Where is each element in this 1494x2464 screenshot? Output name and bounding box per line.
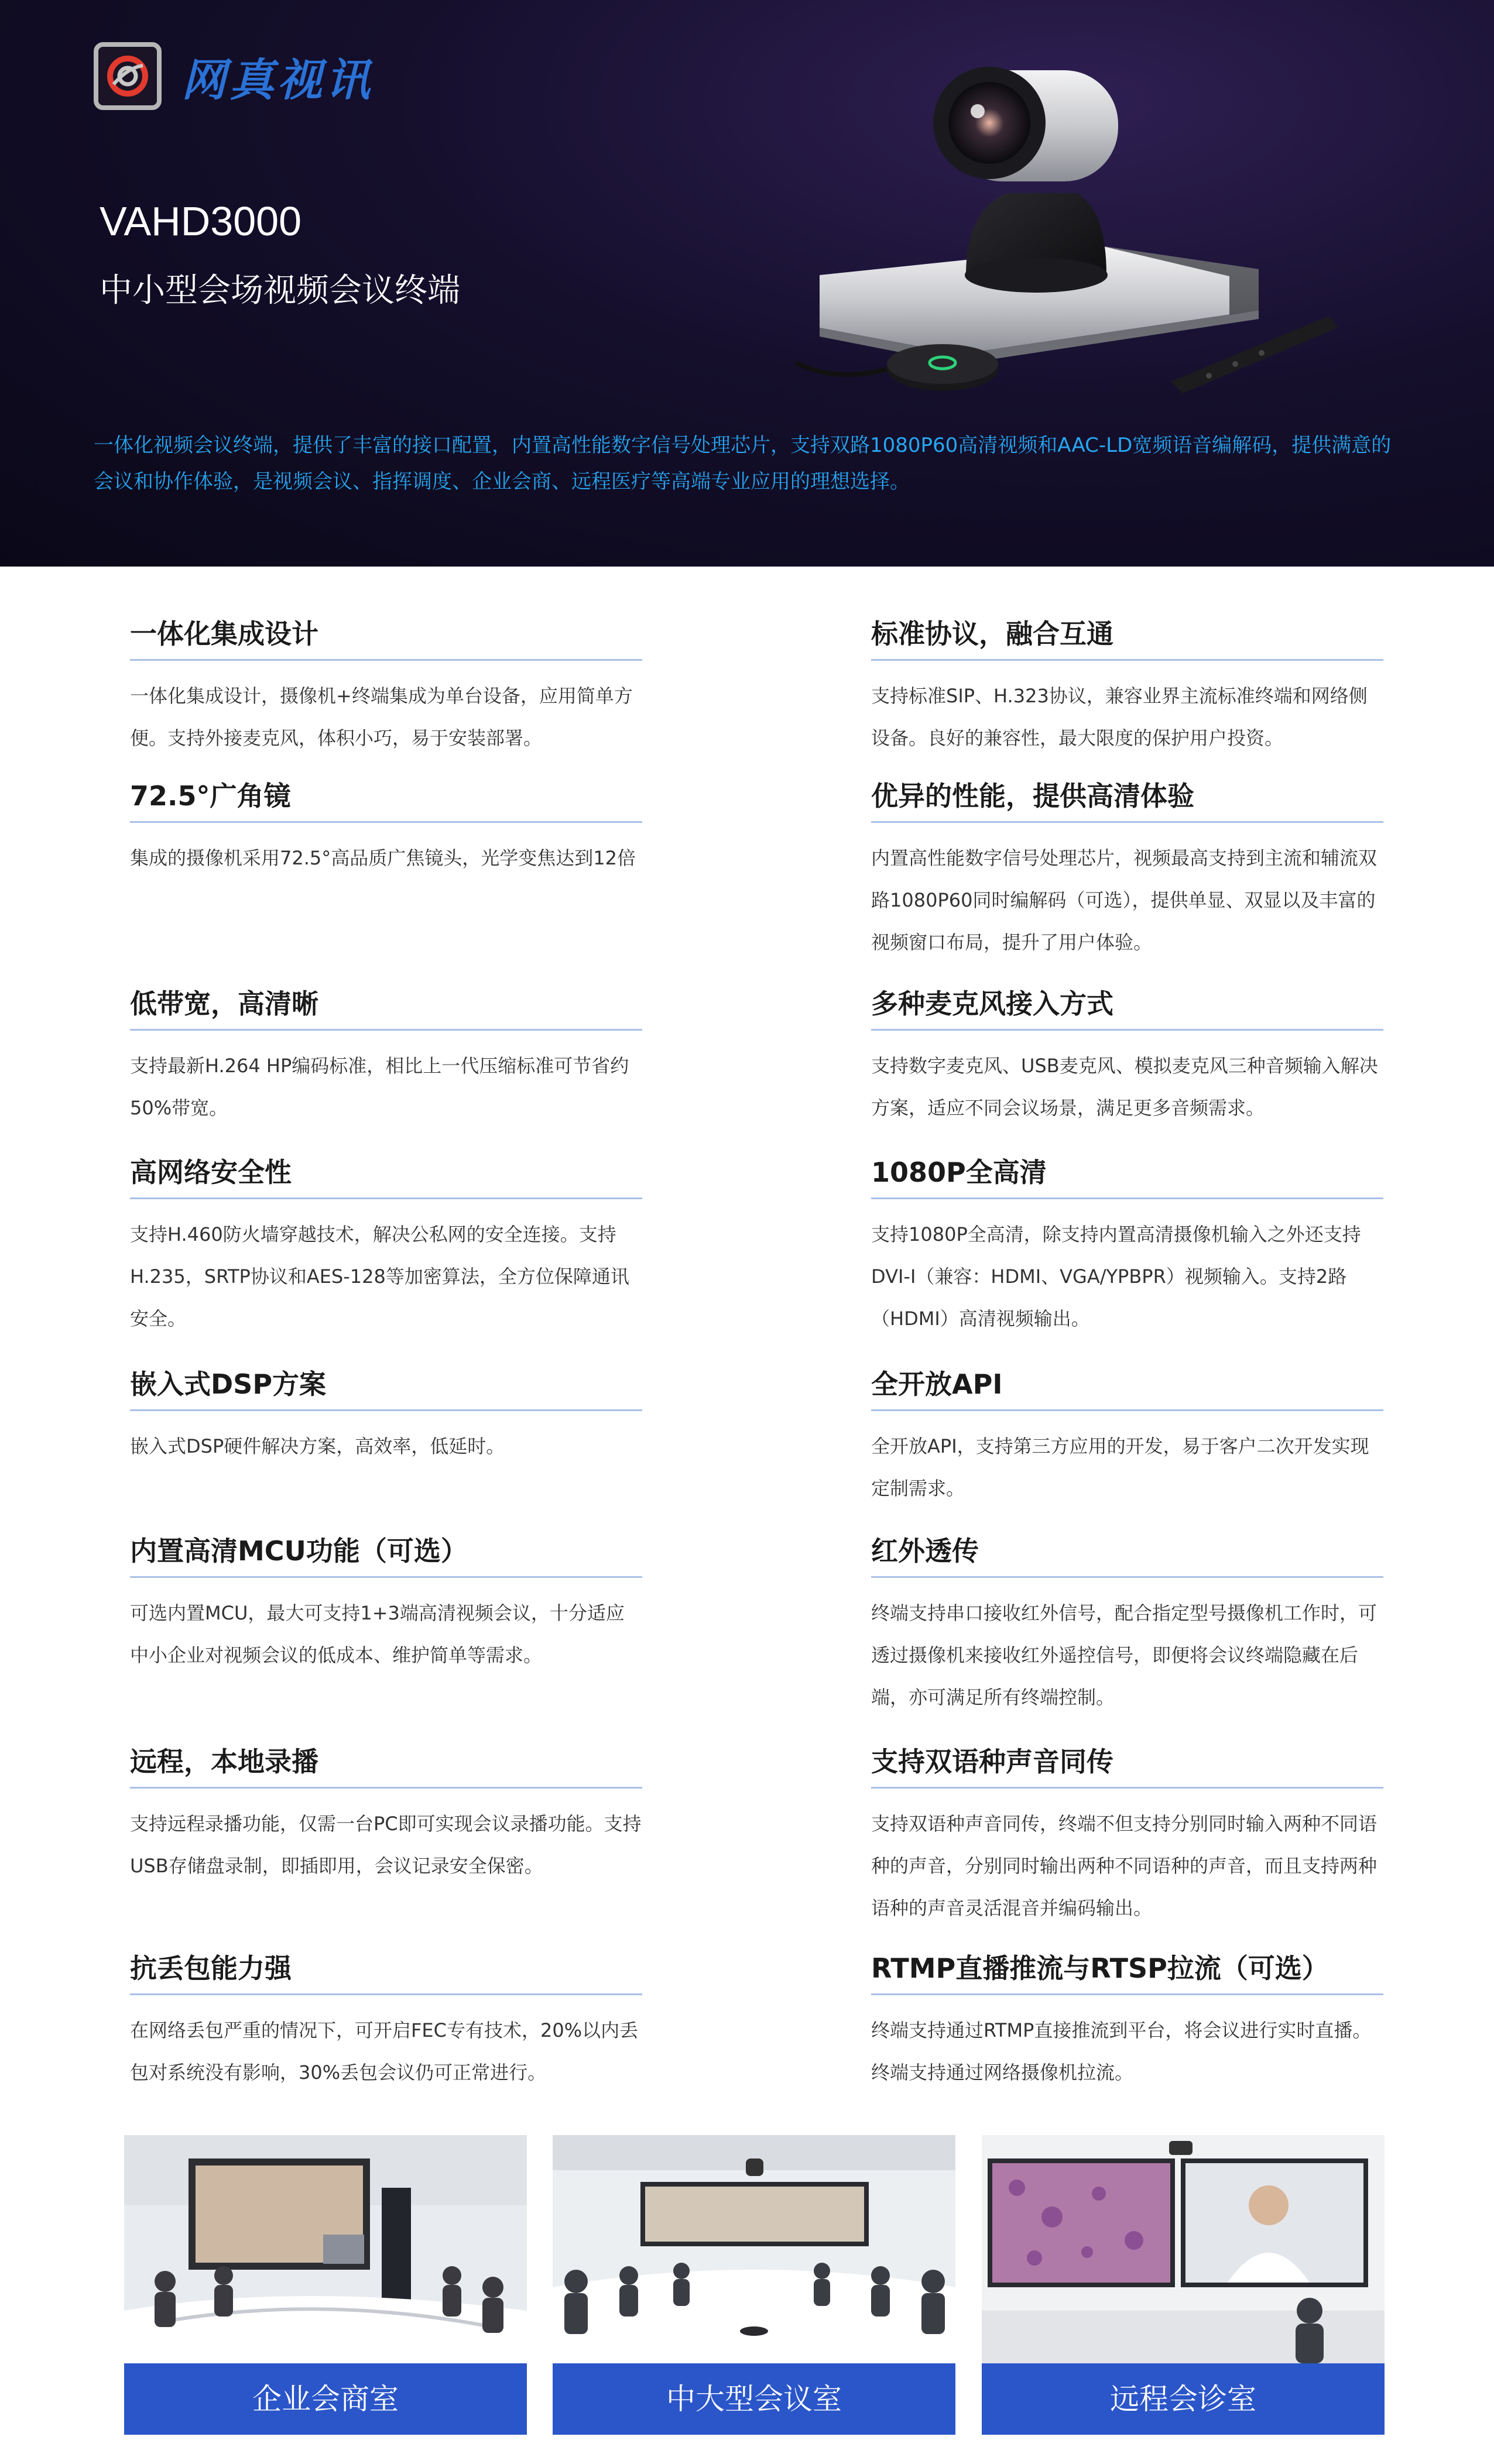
feature-title: 内置高清MCU功能（可选） <box>130 1530 642 1578</box>
hero-banner <box>0 0 1494 567</box>
feature-card <box>130 1152 642 1340</box>
meeting-room-photo <box>553 2135 955 2363</box>
feature-card <box>130 1364 642 1467</box>
feature-description: 终端支持通过RTMP直接推流到平台，将会议进行实时直播。终端支持通过网络摄像机拉流。 <box>871 2019 1372 2084</box>
scene-card-telemedicine <box>982 2135 1385 2435</box>
feature-card <box>130 1948 642 2094</box>
scene-caption: 远程会诊室 <box>982 2363 1385 2435</box>
product-model: VAHD3000 <box>100 198 302 244</box>
logo-mark-icon <box>94 42 162 110</box>
feature-description: 支持数字麦克风、USB麦克风、模拟麦克风三种音频输入解决方案，适应不同会议场景，满足更多音频需求。 <box>871 1055 1378 1119</box>
feature-description: 集成的摄像机采用72.5°高品质广焦镜头，光学变焦达到12倍 <box>130 847 636 869</box>
feature-card <box>130 1530 642 1676</box>
feature-card <box>871 983 1383 1129</box>
feature-card <box>871 775 1383 963</box>
feature-description: 支持远程录播功能，仅需一台PC即可实现会议录播功能。支持USB存储盘录制，即插即用，会议记录安全保密。 <box>130 1813 642 1877</box>
feature-description: 可选内置MCU，最大可支持1+3端高清视频会议，十分适应中小企业对视频会议的低成本、维护简单等需求。 <box>130 1602 625 1666</box>
meeting-room-photo <box>982 2135 1385 2363</box>
feature-title: 一体化集成设计 <box>130 613 642 661</box>
feature-title: 抗丢包能力强 <box>130 1948 642 1995</box>
feature-description: 内置高性能数字信号处理芯片，视频最高支持到主流和辅流双路1080P60同时编解码（可选），提供单显、双显以及丰富的视频窗口布局，提升了用户体验。 <box>871 847 1378 953</box>
feature-description: 支持1080P全高清，除支持内置高清摄像机输入之外还支持DVI-I（兼容：HDMI、VGA/YPBPR）视频输入。支持2路（HDMI）高清视频输出。 <box>871 1223 1361 1330</box>
feature-card <box>871 1152 1383 1340</box>
feature-description: 支持双语种声音同传，终端不但支持分别同时输入两种不同语种的声音，分别同时输出两种不同语种的声音，而且支持两种语种的声音灵活混音并编码输出。 <box>871 1813 1378 1919</box>
scene-caption: 企业会商室 <box>124 2363 527 2435</box>
feature-card <box>130 983 642 1129</box>
feature-title: 低带宽，高清晰 <box>130 983 642 1031</box>
device-illustration <box>773 35 1358 410</box>
feature-card <box>871 1741 1383 1929</box>
scene-caption: 中大型会议室 <box>553 2363 955 2435</box>
feature-description: 在网络丢包严重的情况下，可开启FEC专有技术，20%以内丢包对系统没有影响，30%丢包会议仍可正常进行。 <box>130 2019 639 2084</box>
feature-card <box>130 613 642 759</box>
feature-card <box>130 1741 642 1887</box>
feature-description: 支持最新H.264 HP编码标准，相比上一代压缩标准可节省约50%带宽。 <box>130 1055 629 1119</box>
feature-title: 72.5°广角镜 <box>130 775 642 823</box>
feature-title: 嵌入式DSP方案 <box>130 1364 642 1411</box>
feature-title: 全开放API <box>871 1364 1383 1411</box>
feature-title: 多种麦克风接入方式 <box>871 983 1383 1031</box>
brand-logo <box>94 41 374 111</box>
product-subtitle: 中小型会场视频会议终端 <box>100 272 460 310</box>
feature-title: 优异的性能，提供高清体验 <box>871 775 1383 823</box>
feature-card <box>871 613 1383 759</box>
feature-description: 嵌入式DSP硬件解决方案，高效率，低延时。 <box>130 1435 505 1457</box>
scene-card-enterprise <box>124 2135 527 2435</box>
feature-title: RTMP直播推流与RTSP拉流（可选） <box>871 1948 1383 1995</box>
feature-card <box>871 1364 1383 1509</box>
feature-description: 支持H.460防火墙穿越技术，解决公私网的安全连接。支持H.235，SRTP协议和AES-128等加密算法，全方位保障通讯安全。 <box>130 1223 629 1330</box>
brand-name: 网真视讯 <box>181 53 374 106</box>
feature-title: 高网络安全性 <box>130 1152 642 1199</box>
feature-title: 红外透传 <box>871 1530 1383 1578</box>
feature-title: 支持双语种声音同传 <box>871 1741 1383 1789</box>
scene-card-large-meeting <box>553 2135 955 2435</box>
meeting-room-photo <box>124 2135 527 2363</box>
feature-title: 远程，本地录播 <box>130 1741 642 1789</box>
feature-description: 全开放API，支持第三方应用的开发，易于客户二次开发实现定制需求。 <box>871 1435 1369 1499</box>
intro-text: 一体化视频会议终端，提供了丰富的接口配置，内置高性能数字信号处理芯片，支持双路1080P60高清视频和AAC-LD宽频语音编解码，提供满意的会议和协作体验，是视频会议、指挥调度、企业会商、远程医疗等高端专业应用的理想选择。 <box>94 434 1392 493</box>
feature-title: 1080P全高清 <box>871 1152 1383 1199</box>
feature-description: 一体化集成设计，摄像机+终端集成为单台设备，应用简单方便。支持外接麦克风，体积小巧，易于安装部署。 <box>130 685 633 749</box>
feature-description: 支持标准SIP、H.323协议，兼容业界主流标准终端和网络侧设备。良好的兼容性，最大限度的保护用户投资。 <box>871 685 1368 749</box>
feature-title: 标准协议，融合互通 <box>871 613 1383 661</box>
feature-card <box>871 1530 1383 1718</box>
feature-card <box>871 1948 1383 2094</box>
feature-description: 终端支持串口接收红外信号，配合指定型号摄像机工作时，可透过摄像机来接收红外遥控信号，即便将会议终端隐藏在后端，亦可满足所有终端控制。 <box>871 1602 1378 1708</box>
feature-card <box>130 775 642 879</box>
